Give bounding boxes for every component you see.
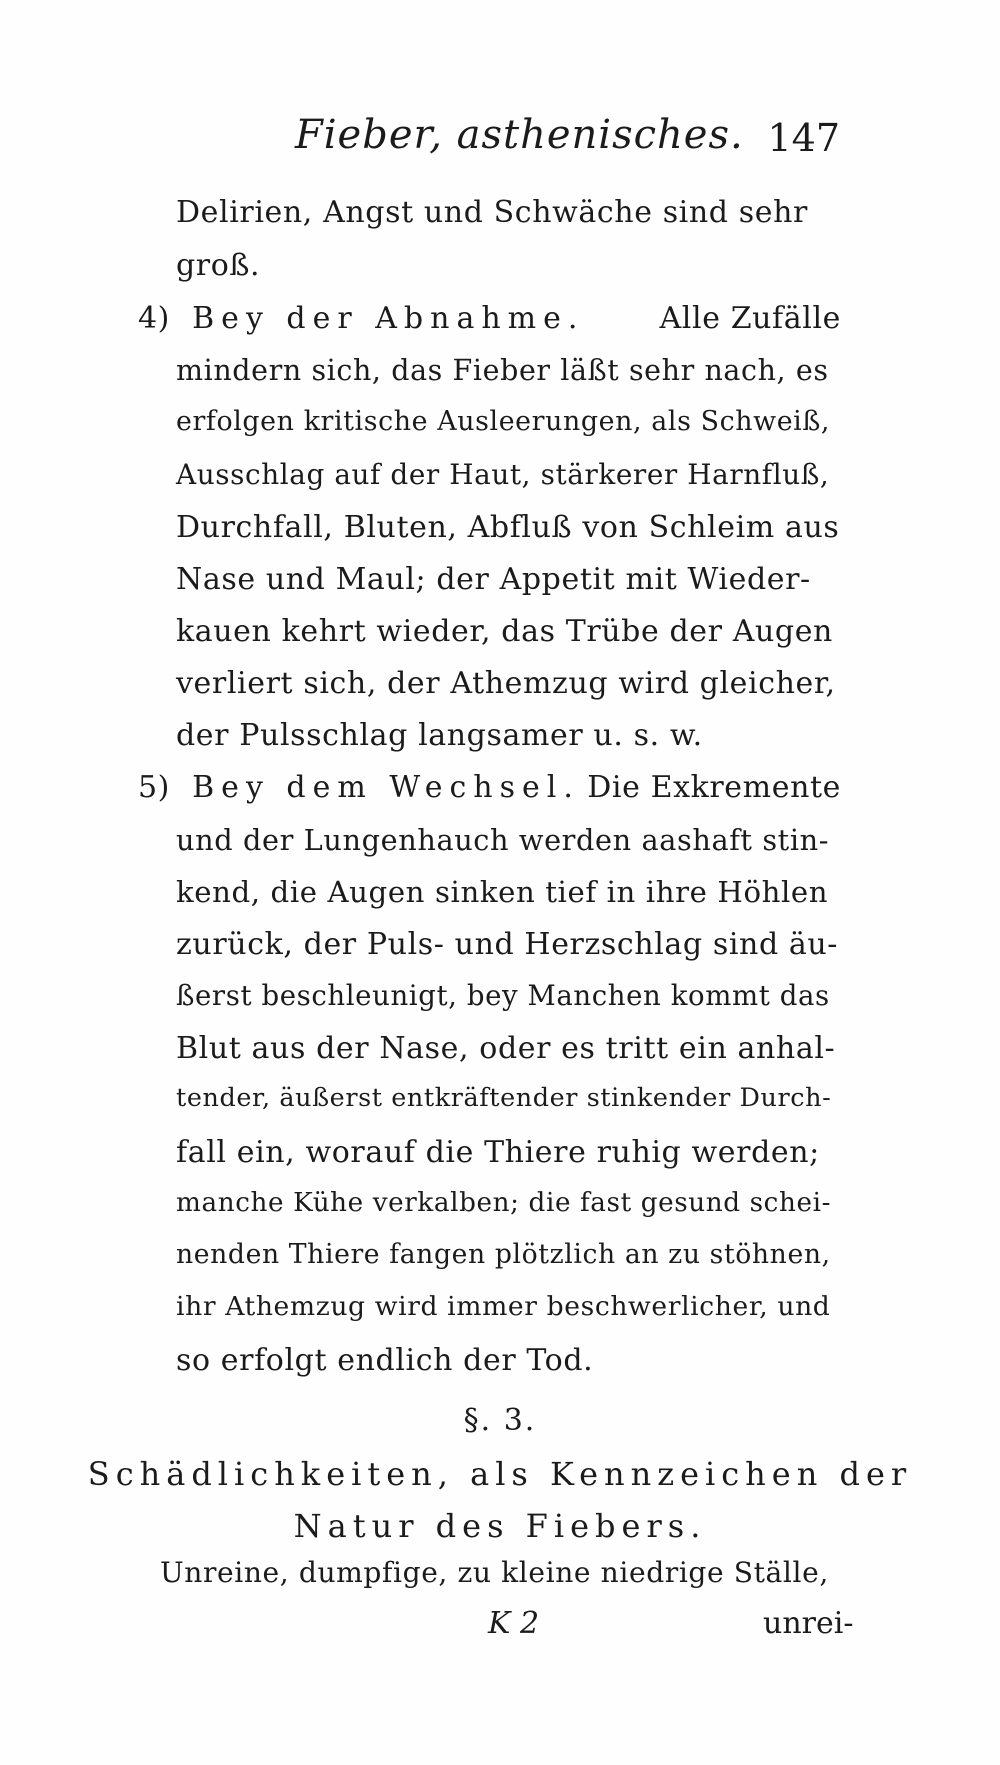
text-line: ßerst beschleunigt, bey Manchen kommt das <box>176 979 830 1012</box>
text-line: der Pulsschlag langsamer u. s. w. <box>176 718 703 753</box>
section-heading-line-1: Schädlichkeiten, als Kennzeichen der <box>87 1455 913 1493</box>
signature-mark: K 2 <box>488 1606 540 1641</box>
text-line: zurück, der Puls- und Herzschlag sind äu- <box>176 927 839 962</box>
text-line: groß. <box>176 248 261 283</box>
text-line: und der Lungenhauch werden aashaft stin- <box>176 823 830 857</box>
item-text: Alle Zufälle <box>659 301 841 336</box>
list-item-5-first-line <box>138 770 841 805</box>
text-line: mindern sich, das Fieber läßt sehr nach, es <box>176 354 829 387</box>
item-text: Die Exkremente <box>587 770 841 805</box>
text-line: nenden Thiere fangen plötzlich an zu stöhnen, <box>176 1239 831 1270</box>
text-line: kauen kehrt wieder, das Trübe der Augen <box>176 614 833 649</box>
page-number: 147 <box>767 116 840 160</box>
text-line: so erfolgt endlich der Tod. <box>176 1343 594 1378</box>
text-line: Unreine, dumpfige, zu kleine niedrige Ställe, <box>160 1556 829 1589</box>
text-line: Nase und Maul; der Appetit mit Wieder- <box>176 562 811 597</box>
catchword: unrei- <box>763 1606 854 1641</box>
section-heading-line-2: Natur des Fiebers. <box>293 1507 707 1545</box>
text-line: erfolgen kritische Ausleerungen, als Schweiß, <box>176 406 831 437</box>
text-line: verliert sich, der Athemzug wird gleicher, <box>176 666 836 701</box>
section-mark: §. 3. <box>463 1403 537 1438</box>
item-heading: Bey dem Wechsel. <box>192 770 580 805</box>
text-line: Blut aus der Nase, oder es tritt ein anhal- <box>176 1031 836 1066</box>
text-line: fall ein, worauf die Thiere ruhig werden; <box>176 1135 820 1170</box>
running-title: Fieber, asthenisches. <box>295 112 744 158</box>
text-line: kend, die Augen sinken tief in ihre Höhlen <box>176 875 829 909</box>
text-line: Delirien, Angst und Schwäche sind sehr <box>176 195 808 230</box>
list-item-4-first-line <box>138 301 841 336</box>
item-heading: Bey der Abnahme. <box>192 301 585 336</box>
page-footer <box>0 1606 1000 1646</box>
item-number: 4) <box>138 301 170 336</box>
item-number: 5) <box>138 770 170 805</box>
running-head <box>150 112 850 172</box>
text-line: Ausschlag auf der Haut, stärkerer Harnfluß, <box>176 458 830 491</box>
text-line: Durchfall, Bluten, Abfluß von Schleim aus <box>176 510 840 545</box>
text-line: manche Kühe verkalben; die fast gesund schei- <box>176 1188 832 1218</box>
text-line: ihr Athemzug wird immer beschwerlicher, und <box>176 1291 831 1322</box>
text-line: tender, äußerst entkräftender stinkender Durch- <box>176 1083 832 1113</box>
